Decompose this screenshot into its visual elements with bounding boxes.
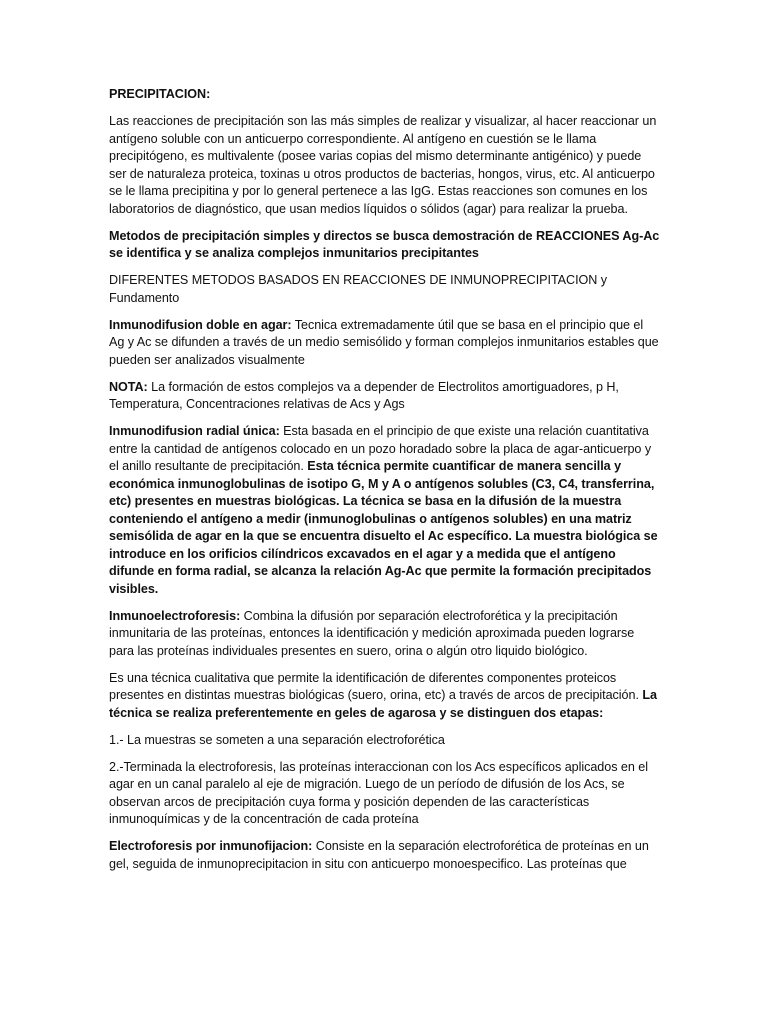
methods-bold-paragraph: Metodos de precipitación simples y directos se busca demostración de REACCIONES Ag-Ac se identifica y se analiza complejos inmunitarios precipitantes bbox=[109, 228, 660, 260]
fijacion-text: Consiste en la separación electroforética de proteínas en un gel, seguida de inmunoprecipitacion in situ con anticuerpo monoespecifico. Las proteínas que bbox=[109, 839, 649, 871]
radial-paragraph bbox=[109, 423, 661, 598]
doble-text: Tecnica extremadamente útil que se basa en el principio que el Ag y Ac se difunden a través de un medio semisólido y forman complejos inmunitarios estables que pueden ser analizados visualmente bbox=[109, 317, 659, 367]
step-2: 2.-Terminada la electroforesis, las proteínas interaccionan con los Acs específicos aplicados en el agar en un canal paralelo al eje de migración. Luego de un período de difusión de los Acs, se observan arcos de precipitación cuya forma y posición dependen de las características inmunoquímicas y de la concentración de cada proteína bbox=[109, 759, 648, 826]
nota-label: NOTA: bbox=[109, 379, 148, 394]
intro-paragraph: Las reacciones de precipitación son las más simples de realizar y visualizar, al hacer reaccionar un antígeno soluble con un anticuerpo correspondiente. Al antígeno en cuestión se le llama precipitógeno, es multivalente (posee varias copias del mismo determinante antigénico) y puede ser de naturaleza proteica, toxinas u otros productos de bacterias, hongos, virus, etc. Al anticuerpo se le llama precipitina y por lo general pertenece a las IgG. Estas reacciones son comunes en los laboratorios de diagnóstico, que usan medios líquidos o sólidos (agar) para realizar la prueba. bbox=[109, 114, 657, 216]
cualitativa-paragraph bbox=[109, 670, 661, 723]
cualitativa-bold-text: La técnica se realiza preferentemente en geles de agarosa y se distinguen dos etapas: bbox=[109, 688, 657, 720]
inmunoelectro-label: Inmunoelectroforesis: bbox=[109, 608, 241, 623]
inmunoelectro-paragraph bbox=[109, 608, 661, 661]
radial-text: Esta basada en el principio de que existe una relación cuantitativa entre la cantidad de antígenos colocado en un pozo horadado sobre la placa de agar-anticuerpo y el anillo resultante de precipitación. bbox=[109, 424, 652, 473]
radial-bold-text: Esta técnica permite cuantificar de manera sencilla y económica inmunoglobulinas de isotipo G, M y A o antígenos solubles (C3, C4, transferrina, etc) presentes en muestras biológicas. La técnica se basa en la difusión de la muestra conteniendo el antígeno a medir (inmunoglobulinas o antígenos solubles) en una matriz semisólida de agar en la que se encuentra disuelto el Ac específico. La muestra biológica se introduce en los orificios cilíndricos excavados en el agar y a medida que el antígeno difunde en forma radial, se alcanza la relación Ag-Ac que permite la formación precipitados visibles. bbox=[109, 459, 658, 596]
methods-heading: DIFERENTES METODOS BASADOS EN REACCIONES DE INMUNOPRECIPITACION y Fundamento bbox=[109, 273, 608, 305]
step-1: 1.- La muestras se someten a una separación electroforética bbox=[109, 732, 445, 747]
cualitativa-text: Es una técnica cualitativa que permite la identificación de diferentes componentes proteicos presentes en distintas muestras biológicas (suero, orina, etc) a través de arcos de precipitación. bbox=[109, 670, 643, 702]
doble-label: Inmunodifusion doble en agar: bbox=[109, 317, 292, 332]
fijacion-paragraph bbox=[109, 838, 661, 873]
fijacion-label: Electroforesis por inmunofijacion: bbox=[109, 839, 313, 853]
nota-paragraph bbox=[109, 379, 661, 414]
radial-label: Inmunodifusion radial única: bbox=[109, 424, 280, 438]
inmunoelectro-text: Combina la difusión por separación electroforética y la precipitación inmunitaria de las proteínas, entonces la identificación y medición aproximada pueden lograrse para las proteínas individuales presentes en suero, orina o algún otro liquido biológico. bbox=[109, 608, 635, 658]
document-page bbox=[109, 86, 661, 883]
document-title: PRECIPITACION: bbox=[109, 87, 211, 101]
doble-paragraph bbox=[109, 317, 661, 370]
nota-text: La formación de estos complejos va a depender de Electrolitos amortiguadores, p H, Temperatura, Concentraciones relativas de Acs y Ags bbox=[109, 379, 619, 411]
